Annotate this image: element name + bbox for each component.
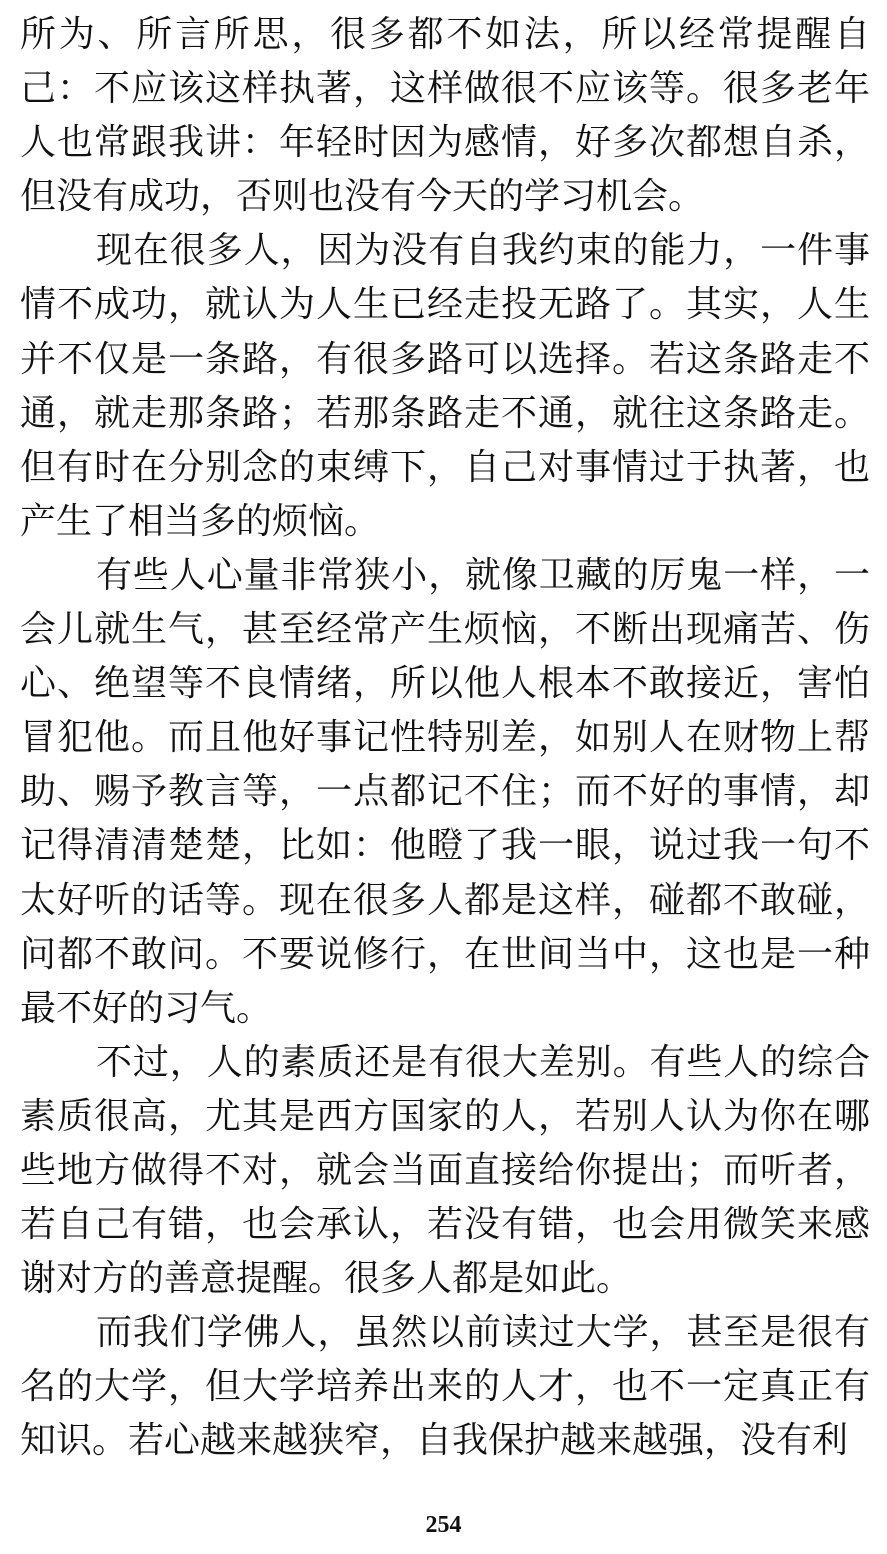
paragraph-5: 而我们学佛人，虽然以前读过大学，甚至是很有名的大学，但大学培养出来的人才，也不一定真正有知识。若心越来越狭窄，自我保护越来越强，没有利 [20,1312,870,1462]
paragraph-2: 现在很多人，因为没有自我约束的能力，一件事情不成功，就认为人生已经走投无路了。其实，人生并不仅是一条路，有很多路可以选择。若这条路走不通，就走那条路；若那条路走不通，就往这条路走。但有时在分别念的束缚下，自己对事情过于执著，也产生了相当多的烦恼。 [20,230,870,542]
page-number: 254 [425,1512,462,1538]
paragraph-3: 有些人心量非常狭小，就像卫藏的厉鬼一样，一会儿就生气，甚至经常产生烦恼，不断出现痛苦、伤心、绝望等不良情绪，所以他人根本不敢接近，害怕冒犯他。而且他好事记性特别差，如别人在财物上帮助、赐予教言等，一点都记不住；而不好的事情，却记得清清楚楚，比如：他瞪了我一眼，说过我一句不太好听的话等。现在很多人都是这样，碰都不敢碰，问都不敢问。不要说修行，在世间当中，这也是一种最不好的习气。 [20,554,870,1029]
paragraph-1: 所为、所言所思，很多都不如法，所以经常提醒自己：不应该这样执著，这样做很不应该等。很多老年人也常跟我讲：年轻时因为感情，好多次都想自杀，但没有成功，否则也没有今天的学习机会。 [20,14,870,218]
paragraph-4: 不过，人的素质还是有很大差别。有些人的综合素质很高，尤其是西方国家的人，若别人认为你在哪些地方做得不对，就会当面直接给你提出；而听者，若自己有错，也会承认，若没有错，也会用微笑来感谢对方的善意提醒。很多人都是如此。 [20,1041,870,1300]
body-text [20,8,870,1469]
